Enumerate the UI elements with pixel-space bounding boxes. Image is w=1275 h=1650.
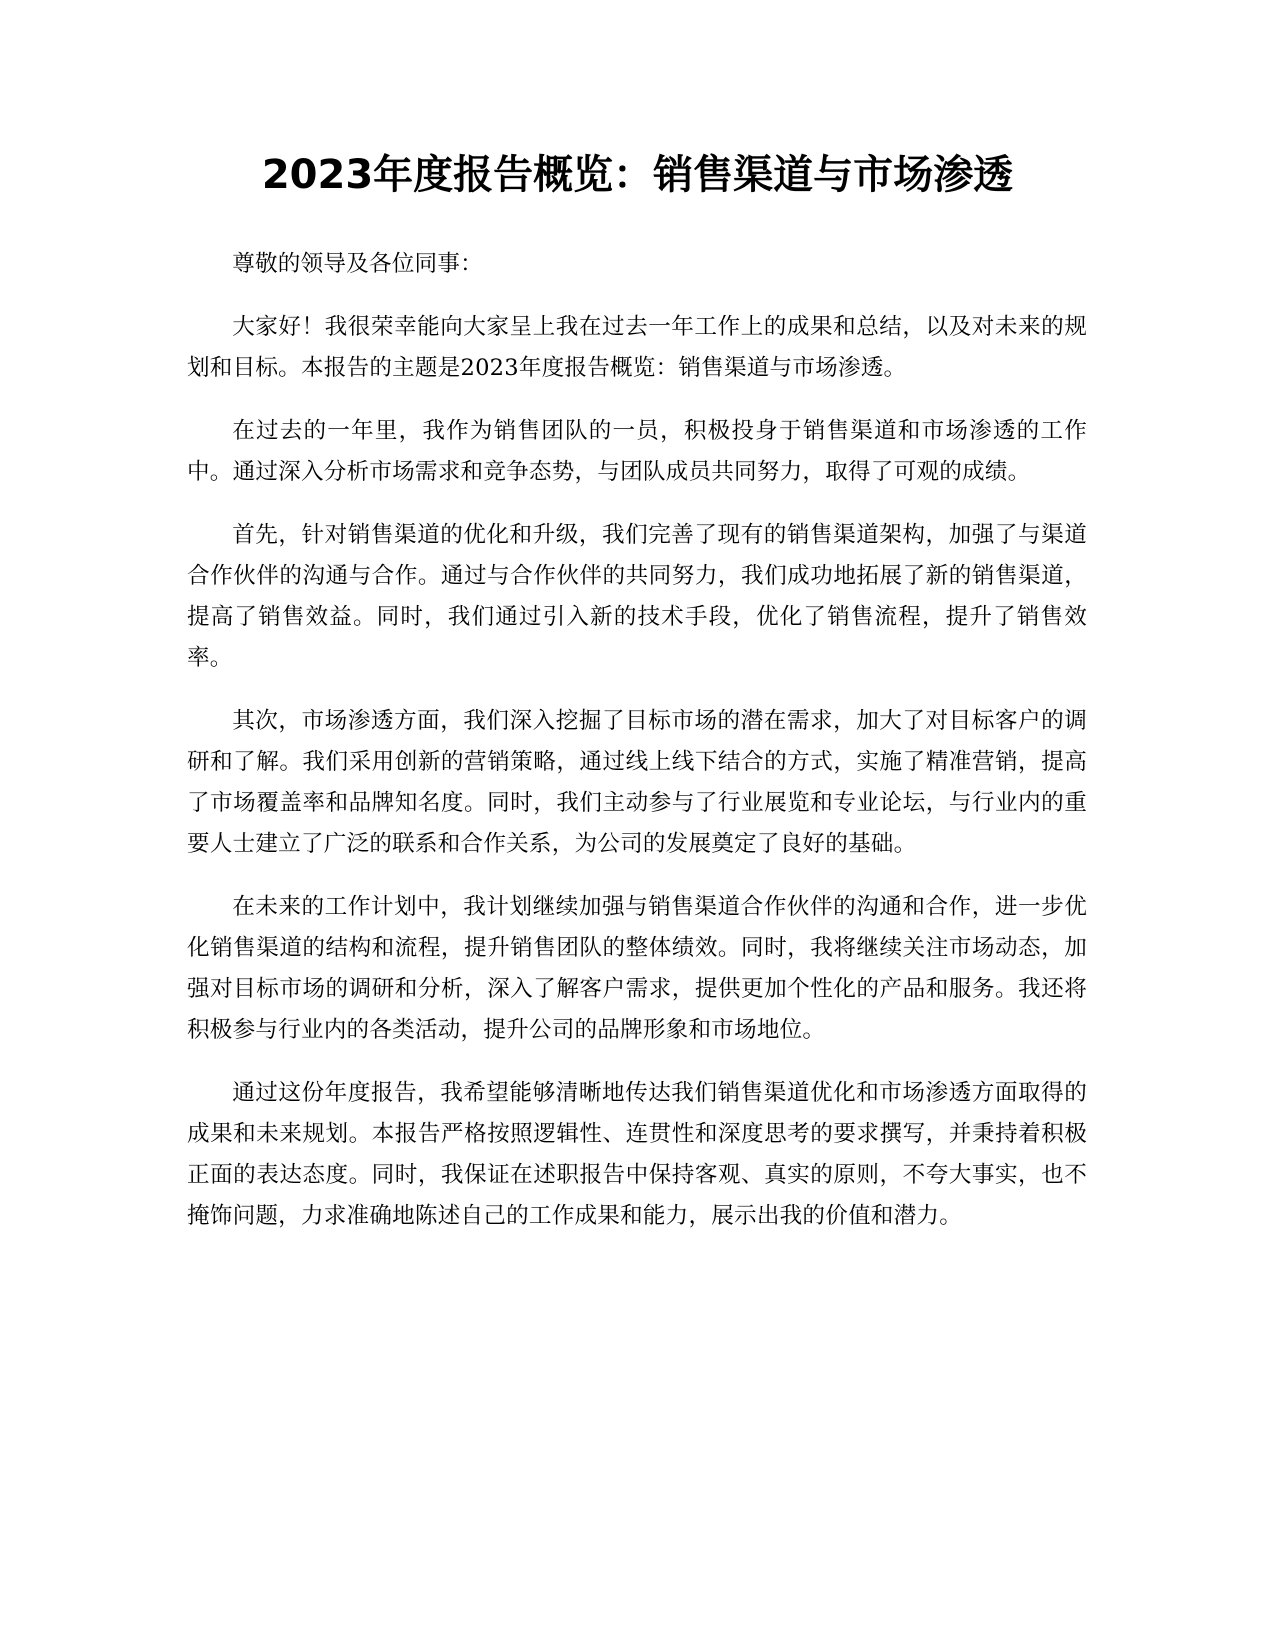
document-body xyxy=(187,244,1087,1259)
salutation: 尊敬的领导及各位同事： xyxy=(232,251,483,277)
paragraph-market-penetration: 其次，市场渗透方面，我们深入挖掘了目标市场的潜在需求，加大了对目标客户的调研和了解。我们采用创新的营销策略，通过线上线下结合的方式，实施了精准营销，提高了市场覆盖率和品牌知名度。同时，我们主动参与了行业展览和专业论坛，与行业内的重要人士建立了广泛的联系和合作关系，为公司的发展奠定了良好的基础。 xyxy=(187,708,1087,857)
paragraph-sales-channels: 首先，针对销售渠道的优化和升级，我们完善了现有的销售渠道架构，加强了与渠道合作伙伴的沟通与合作。通过与合作伙伴的共同努力，我们成功地拓展了新的销售渠道，提高了销售效益。同时，我们通过引入新的技术手段，优化了销售流程，提升了销售效率。 xyxy=(187,522,1087,671)
paragraph-intro: 大家好！我很荣幸能向大家呈上我在过去一年工作上的成果和总结，以及对未来的规划和目标。本报告的主题是2023年度报告概览：销售渠道与市场渗透。 xyxy=(187,314,1087,381)
paragraph-future-plan: 在未来的工作计划中，我计划继续加强与销售渠道合作伙伴的沟通和合作，进一步优化销售渠道的结构和流程，提升销售团队的整体绩效。同时，我将继续关注市场动态，加强对目标市场的调研和分析，深入了解客户需求，提供更加个性化的产品和服务。我还将积极参与行业内的各类活动，提升公司的品牌形象和市场地位。 xyxy=(187,894,1087,1043)
paragraph-conclusion: 通过这份年度报告，我希望能够清晰地传达我们销售渠道优化和市场渗透方面取得的成果和未来规划。本报告严格按照逻辑性、连贯性和深度思考的要求撰写，并秉持着积极正面的表达态度。同时，我保证在述职报告中保持客观、真实的原则，不夸大事实，也不掩饰问题，力求准确地陈述自己的工作成果和能力，展示出我的价值和潜力。 xyxy=(187,1080,1087,1229)
paragraph-past-year: 在过去的一年里，我作为销售团队的一员，积极投身于销售渠道和市场渗透的工作中。通过深入分析市场需求和竞争态势，与团队成员共同努力，取得了可观的成绩。 xyxy=(187,418,1087,485)
document-title: 2023年度报告概览：销售渠道与市场渗透 xyxy=(261,152,1014,198)
